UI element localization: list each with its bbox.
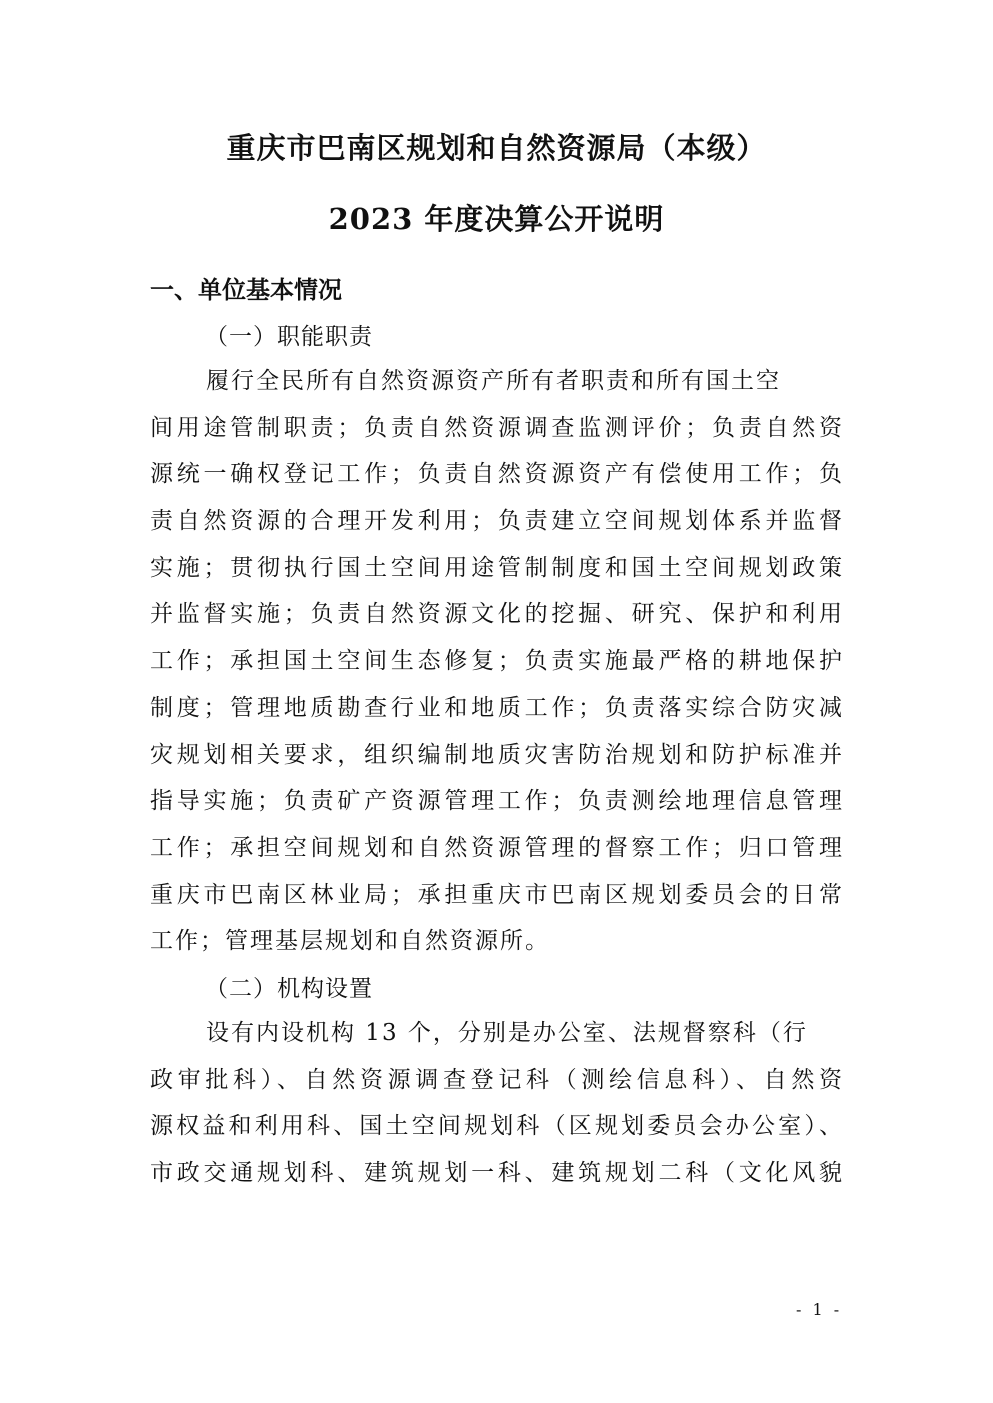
paragraph-line: 履行全民所有自然资源资产所有者职责和所有国土空 [206, 368, 781, 394]
paragraph-line: 工作；承担空间规划和自然资源管理的督察工作；归口管理 [150, 834, 844, 861]
paragraph-line: 重庆市巴南区林业局；承担重庆市巴南区规划委员会的日常 [150, 881, 844, 908]
section-heading-basic-info: 一、单位基本情况 [150, 275, 342, 304]
subsection-heading-functions: （一）职能职责 [205, 324, 373, 350]
paragraph-line: 制度；管理地质勘查行业和地质工作；负责落实综合防灾减 [150, 694, 844, 721]
subsection-heading-organization: （二）机构设置 [205, 976, 373, 1002]
paragraph-line: 工作；管理基层规划和自然资源所。 [150, 928, 550, 955]
document-title-line-1: 重庆市巴南区规划和自然资源局（本级） [226, 131, 767, 165]
paragraph-line: 灾规划相关要求，组织编制地质灾害防治规划和防护标准并 [150, 741, 844, 768]
paragraph-line: 指导实施；负责矿产资源管理工作；负责测绘地理信息管理 [150, 788, 844, 815]
document-title-line-2: 2023 年度决算公开说明 [328, 202, 665, 236]
paragraph-line: 责自然资源的合理开发利用；负责建立空间规划体系并监督 [150, 508, 844, 535]
paragraph-line: 实施；贯彻执行国土空间用途管制制度和国土空间规划政策 [150, 554, 844, 581]
paragraph-line: 政审批科）、自然资源调查登记科（测绘信息科）、自然资 [150, 1066, 844, 1093]
paragraph-line: 设有内设机构 13 个，分别是办公室、法规督察科（行 [206, 1020, 808, 1046]
paragraph-line: 源统一确权登记工作；负责自然资源资产有偿使用工作；负 [150, 461, 844, 488]
paragraph-line: 源权益和利用科、国土空间规划科（区规划委员会办公室）、 [150, 1113, 844, 1140]
paragraph-line: 工作；承担国土空间生态修复；负责实施最严格的耕地保护 [150, 648, 844, 675]
paragraph-line: 并监督实施；负责自然资源文化的挖掘、研究、保护和利用 [150, 601, 844, 628]
functions-paragraph [150, 358, 844, 965]
page-number: - 1 - [796, 1300, 843, 1319]
paragraph-line: 市政交通规划科、建筑规划一科、建筑规划二科（文化风貌 [150, 1160, 844, 1187]
paragraph-line: 间用途管制职责；负责自然资源调查监测评价；负责自然资 [150, 414, 844, 441]
organization-paragraph [150, 1010, 844, 1197]
